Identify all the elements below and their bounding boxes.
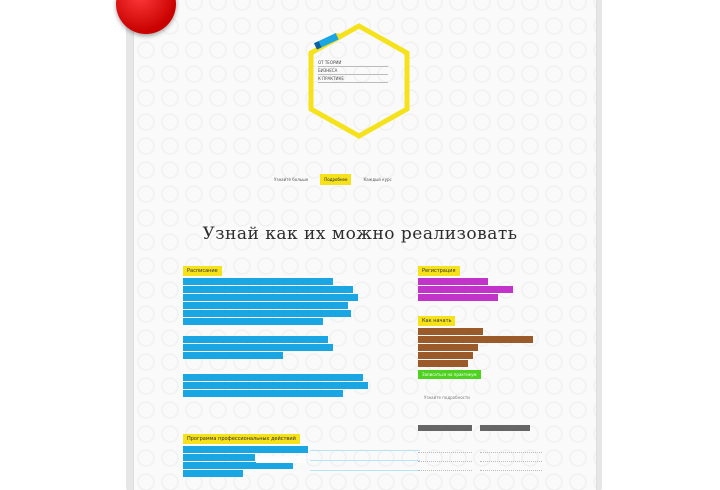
logo-text (318, 60, 388, 84)
blue-text-block-3 (183, 374, 368, 398)
nav-item-3[interactable]: Каждый курс (363, 177, 392, 182)
right-note: Узнайте подробности (424, 395, 470, 400)
left-bottom-label: Программа профессиональных действий (183, 434, 300, 444)
logo-line-2: БИЗНЕСА (318, 68, 388, 75)
page-headline: Узнай как их можно реализовать (202, 224, 518, 244)
brown-block (418, 328, 533, 368)
blue-text-block-1 (183, 278, 358, 326)
logo-line-1: ОТ ТЕОРИИ (318, 60, 388, 67)
table-2-rows (480, 446, 542, 473)
table-1-header (418, 425, 472, 431)
connector-line-1 (310, 450, 420, 451)
table-2-header (480, 425, 530, 431)
pencil-icon (312, 28, 344, 52)
purple-block (418, 278, 513, 302)
logo-line-3: К ПРАКТИКЕ (318, 76, 388, 83)
connector-line-2 (310, 460, 420, 461)
nav-item-1[interactable]: Узнайте больше (274, 177, 309, 182)
highlight-gap (256, 456, 306, 463)
right-section-label-2: Как начать (418, 316, 455, 326)
nav-bar (270, 174, 396, 185)
left-section-label: Расписание (183, 266, 222, 276)
green-signup-pill[interactable]: Записаться на практикум (418, 370, 481, 379)
table-1-rows (418, 446, 472, 473)
nav-item-2[interactable]: Подробнее (320, 174, 351, 185)
right-section-label-1: Регистрация (418, 266, 460, 276)
connector-line-3 (310, 470, 420, 471)
blue-text-block-2 (183, 336, 333, 360)
